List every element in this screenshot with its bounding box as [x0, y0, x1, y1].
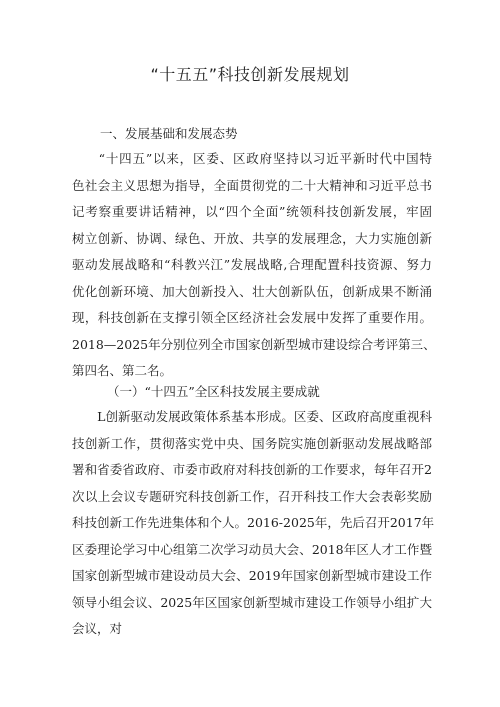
paragraph-line: 次以上会议专题研究科技创新工作，召开科技工作大会表彰奖励	[72, 488, 432, 504]
paragraph-line: 科技创新工作先进集体和个人。2016-2025年，先后召开2017年	[72, 515, 435, 530]
paragraph-line: 第四名、第二名。	[72, 363, 173, 378]
section-heading: 一、发展基础和发展态势	[100, 126, 238, 141]
paragraph-line: 驱动发展战略和“科教兴江”发展战略,合理配置科技资源、努力	[72, 257, 432, 272]
paragraph-line: 技创新工作，贯彻落实党中央、国务院实施创新驱动发展战略部	[72, 435, 432, 451]
paragraph-line: 色社会主义思想为指导，全面贯彻党的二十大精神和习近平总书	[72, 177, 432, 193]
paragraph-line: 记考察重要讲话精神，以“四个全面”统领科技创新发展，牢固	[72, 204, 432, 219]
paragraph-line: 现，科技创新在支撑引领全区经济社会发展中发挥了重要作用。	[72, 310, 432, 325]
paragraph-line: 区委理论学习中心组第二次学习动员大会、2018年区人才工作暨	[72, 541, 432, 557]
paragraph-line: L创新驱动发展政策体系基本形成。区委、区政府高度重视科	[72, 409, 432, 424]
paragraph-line: 署和省委省政府、市委市政府对科技创新的工作要求，每年召开2	[72, 462, 432, 477]
paragraph-development-foundation	[72, 146, 436, 385]
paragraph-line: 领导小组会议、2025年区国家创新型城市建设工作领导小组扩大	[72, 594, 432, 610]
paragraph-policy-system	[72, 404, 435, 643]
document-title: “十五五”科技创新发展规划	[150, 65, 350, 84]
subsection-heading: （一）“十四五”全区科技发展主要成就	[107, 384, 320, 399]
paragraph-line: 2018—2025年分别位列全市国家创新型城市建设综合考评第三、	[72, 336, 436, 352]
paragraph-line: 会议，对	[72, 621, 123, 636]
paragraph-line: 国家创新型城市建设动员大会、2019年国家创新型城市建设工作	[72, 568, 432, 583]
paragraph-line: “十四五”以来，区委、区政府坚持以习近平新时代中国特	[72, 151, 432, 166]
paragraph-line: 优化创新环境、加大创新投入、壮大创新队伍，创新成果不断涌	[72, 283, 432, 299]
paragraph-line: 树立创新、协调、绿色、开放、共享的发展理念，大力实施创新	[72, 230, 432, 246]
